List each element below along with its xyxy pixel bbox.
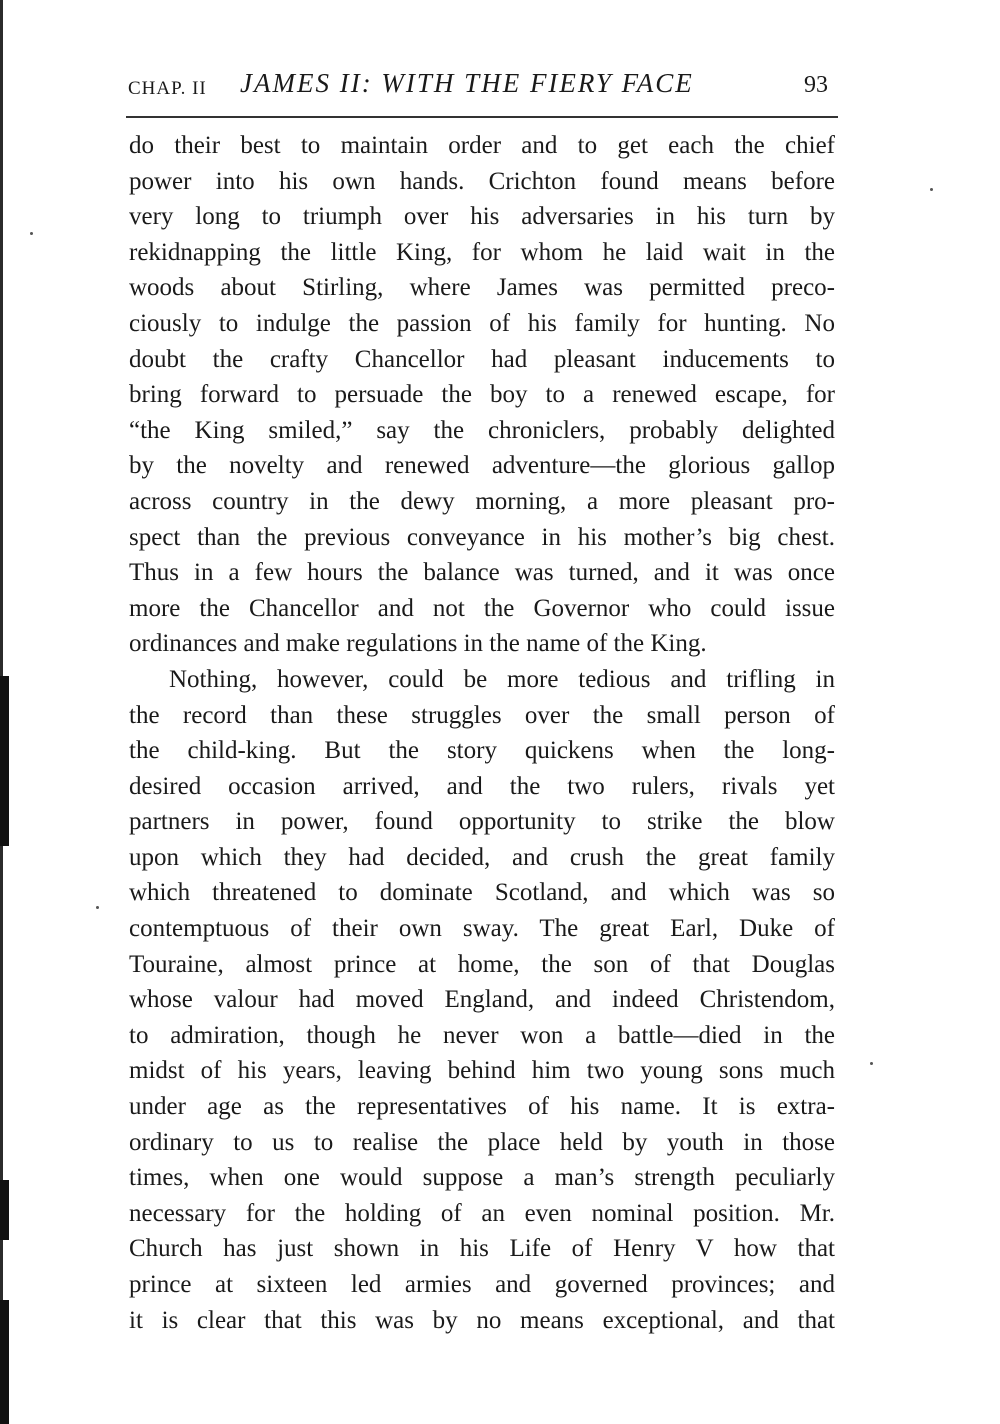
text-line: more the Chancellor and not the Governor who could issue [129,594,835,622]
text-line: bring forward to persuade the boy to a renewed escape, for [129,381,835,409]
text-line: “the King smiled,” say the chroniclers, probably delighted [129,416,835,444]
chapter-label: CHAP. II [128,78,207,99]
text-line: Thus in a few hours the balance was turned, and it was once [129,559,835,587]
text-line: partners in power, found opportunity to strike the blow [129,808,835,836]
text-line: ordinary to us to realise the place held by youth in those [129,1128,835,1156]
text-line: doubt the crafty Chancellor had pleasant inducements to [129,345,835,373]
text-line: Touraine, almost prince at home, the son of that Douglas [129,950,835,978]
text-line: very long to triumph over his adversaries in his turn by [129,203,835,231]
text-line: to admiration, though he never won a battle—died in the [129,1021,835,1049]
binding-shadow [0,676,9,846]
text-line: it is clear that this was by no means exceptional, and that [129,1306,835,1334]
text-line: times, when one would suppose a man’s strength peculiarly [129,1164,835,1192]
text-line: which threatened to dominate Scotland, and which was so [129,879,835,907]
text-line: contemptuous of their own sway. The great Earl, Duke of [129,915,835,943]
page-number: 93 [804,72,828,98]
text-line: prince at sixteen led armies and governed provinces; and [129,1271,835,1298]
text-line: whose valour had moved England, and indeed Christendom, [129,986,835,1014]
running-title: JAMES II: WITH THE FIERY FACE [240,68,694,98]
text-line: across country in the dewy morning, a more pleasant pro- [129,487,835,515]
text-line: spect than the previous conveyance in his mother’s big chest. [129,523,835,551]
text-line: Nothing, however, could be more tedious and trifling in [169,665,835,693]
text-line: the child-king. But the story quickens when the long- [129,737,835,765]
paper-speck [30,232,33,235]
text-line: the record than these struggles over the small person of [129,701,835,729]
running-header [128,68,834,104]
text-line: desired occasion arrived, and the two rulers, rivals yet [129,772,835,800]
header-rule [126,116,838,118]
binding-shadow [0,1300,9,1424]
text-line: rekidnapping the little King, for whom he laid wait in the [129,238,835,266]
text-line: by the novelty and renewed adventure—the glorious gallop [129,452,835,480]
text-line: woods about Stirling, where James was permitted preco- [129,274,835,302]
text-line: necessary for the holding of an even nominal position. Mr. [129,1199,835,1227]
text-line: under age as the representatives of his name. It is extra- [129,1093,835,1121]
text-line: midst of his years, leaving behind him two young sons much [129,1057,835,1085]
paper-speck [870,1062,873,1065]
paper-speck [930,188,933,191]
text-line: do their best to maintain order and to get each the chief [129,132,835,159]
text-line: ciously to indulge the passion of his family for hunting. No [129,309,835,337]
body-text [129,128,835,1338]
text-line: Church has just shown in his Life of Henry V how that [129,1235,835,1263]
text-line: power into his own hands. Crichton found means before [129,167,835,195]
text-line: ordinances and make regulations in the name of the King. [129,630,707,658]
paper-speck [96,906,99,909]
binding-shadow [0,1180,9,1240]
text-line: upon which they had decided, and crush the great family [129,843,835,871]
